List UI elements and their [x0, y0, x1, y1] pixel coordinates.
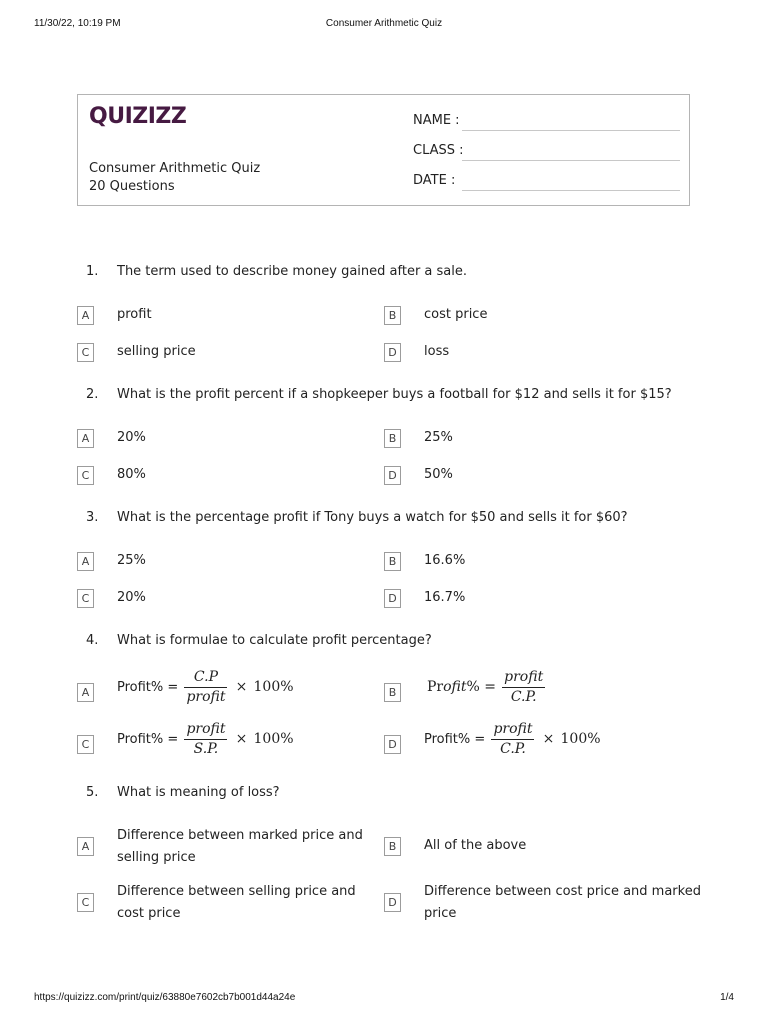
option-letter-box: B	[384, 552, 401, 571]
times-sign: ×	[542, 731, 555, 747]
option-letter-box: C	[77, 893, 94, 912]
date-input-line[interactable]	[462, 190, 680, 191]
question-text: What is meaning of loss?	[117, 785, 280, 800]
name-input-line[interactable]	[462, 130, 680, 131]
formula-lhs-italic: ofit	[443, 679, 467, 695]
hundred-percent: 100%	[560, 731, 601, 747]
fraction	[502, 669, 545, 706]
option-letter-box: D	[384, 343, 401, 362]
formula-prefix: Profit% =	[117, 680, 179, 695]
fraction-denominator: profit	[186, 689, 226, 705]
option-letter-box: B	[384, 683, 401, 702]
quizizz-logo: QUIZIZZ	[89, 104, 187, 129]
option-text: 80%	[117, 467, 146, 482]
option-text: 50%	[424, 467, 453, 482]
fraction-numerator: profit	[491, 721, 534, 740]
question-text: What is formulae to calculate profit percentage?	[117, 633, 432, 648]
option-text: Difference between marked price and selling price	[117, 828, 363, 865]
option-text: selling price	[117, 344, 196, 359]
option-letter-box: D	[384, 735, 401, 754]
quiz-title: Consumer Arithmetic Quiz	[89, 161, 261, 176]
fraction-denominator: C.P.	[500, 741, 526, 757]
option-letter-box: D	[384, 893, 401, 912]
option-letter-box: C	[77, 735, 94, 754]
print-url[interactable]: https://quizizz.com/print/quiz/63880e7602cb7b001d44a24e	[34, 992, 296, 1003]
question-text: What is the profit percent if a shopkeeper buys a football for $12 and sells it for $15?	[117, 387, 672, 402]
fraction-denominator: S.P.	[193, 741, 219, 757]
option-letter-box: D	[384, 466, 401, 485]
option-text: 25%	[424, 430, 453, 445]
times-sign: ×	[235, 679, 248, 695]
option-letter-box: C	[77, 466, 94, 485]
times-sign: ×	[235, 731, 248, 747]
option-text: profit	[117, 307, 152, 322]
question-number: 2.	[86, 387, 99, 402]
question-text: The term used to describe money gained after a sale.	[117, 264, 468, 279]
option-letter-box: D	[384, 589, 401, 608]
option-text: Difference between selling price and cost price	[117, 884, 356, 921]
print-footer	[34, 992, 734, 1006]
hundred-percent: 100%	[253, 731, 294, 747]
fraction-numerator: profit	[502, 669, 545, 688]
formula-prefix: Profit% =	[117, 732, 179, 747]
option-letter-box: A	[77, 837, 94, 856]
option-formula	[117, 669, 294, 706]
fraction	[491, 721, 534, 758]
print-datetime: 11/30/22, 10:19 PM	[34, 18, 121, 29]
quiz-header-box	[77, 94, 690, 206]
name-label: NAME :	[413, 113, 460, 128]
option-letter-box: C	[77, 589, 94, 608]
fraction-numerator: profit	[184, 721, 227, 740]
fraction-denominator: C.P.	[510, 689, 537, 705]
option-text: loss	[424, 344, 450, 359]
option-letter-box: B	[384, 306, 401, 325]
option-text: 20%	[117, 430, 146, 445]
option-text: 25%	[117, 553, 146, 568]
formula-lhs-end: % =	[466, 679, 497, 695]
formula-prefix: Profit% =	[424, 732, 486, 747]
option-letter-box: A	[77, 552, 94, 571]
print-title: Consumer Arithmetic Quiz	[325, 18, 443, 29]
option-text: Difference between cost price and marked price	[424, 884, 701, 921]
option-text: 16.7%	[424, 590, 466, 605]
option-formula	[424, 721, 601, 758]
question-count: 20 Questions	[89, 179, 175, 194]
option-text: All of the above	[424, 838, 527, 853]
option-letter-box: B	[384, 429, 401, 448]
option-formula	[427, 669, 547, 706]
formula-lhs	[427, 679, 496, 695]
fraction-numerator: C.P	[184, 669, 227, 688]
option-text: 16.6%	[424, 553, 466, 568]
question-number: 3.	[86, 510, 99, 525]
fraction	[184, 669, 227, 706]
option-letter-box: A	[77, 306, 94, 325]
page-number: 1/4	[720, 992, 734, 1003]
print-header	[34, 18, 734, 32]
option-text: cost price	[424, 307, 488, 322]
formula-lhs-roman: Pr	[427, 679, 444, 695]
question-text: What is the percentage profit if Tony buys a watch for $50 and sells it for $60?	[117, 510, 628, 525]
option-text: 20%	[117, 590, 146, 605]
fraction	[184, 721, 227, 758]
question-number: 1.	[86, 264, 99, 279]
option-letter-box: A	[77, 429, 94, 448]
class-input-line[interactable]	[462, 160, 680, 161]
option-formula	[117, 721, 294, 758]
option-letter-box: B	[384, 837, 401, 856]
class-label: CLASS :	[413, 143, 464, 158]
option-letter-box: C	[77, 343, 94, 362]
date-label: DATE :	[413, 173, 456, 188]
question-number: 4.	[86, 633, 99, 648]
question-number: 5.	[86, 785, 99, 800]
option-letter-box: A	[77, 683, 94, 702]
hundred-percent: 100%	[253, 679, 294, 695]
